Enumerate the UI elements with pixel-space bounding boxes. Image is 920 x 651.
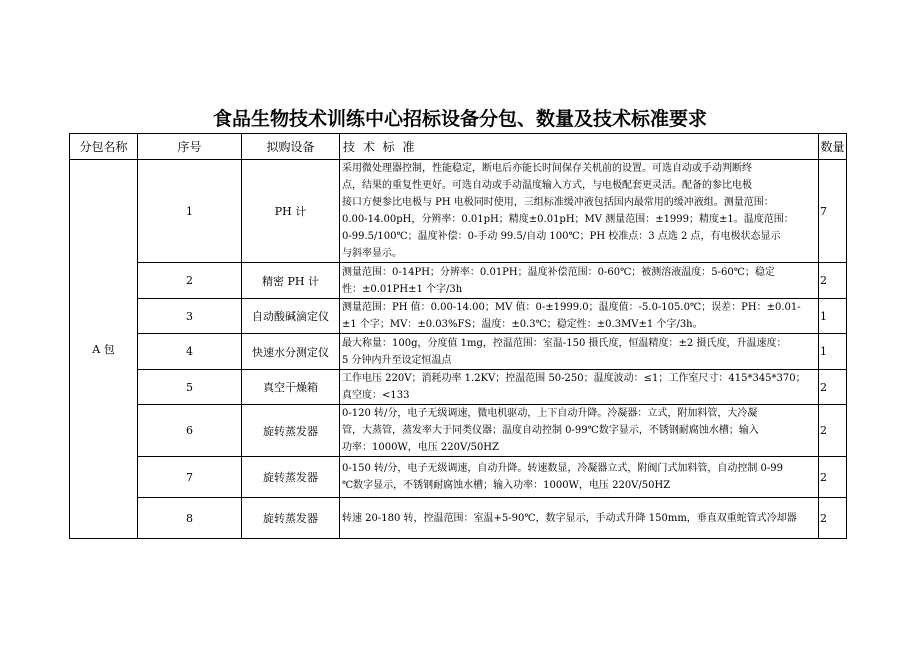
row-equipment: PH 计 [242, 160, 340, 263]
row-standard: 最大称量：100g，分度值 1mg，控温范围：室温-150 摄氏度，恒温精度：±2 摄氏度，升温速度： 5 分钟内升至设定恒温点 [340, 334, 819, 370]
row-standard: 0-120 转/分，电子无级调速，微电机驱动，上下自动升降。冷凝器：立式，附加料管，大冷凝 管，大蒸管，蒸发率大于同类仪器；温度自动控制 0-99℃数字显示，不锈钢耐腐蚀水槽；输入 功率：1000W，电压 220V/50HZ [340, 405, 819, 457]
row-quantity: 2 [819, 498, 847, 539]
row-index: 8 [138, 498, 242, 539]
table-row [70, 334, 847, 370]
document-title: 食品生物技术训练中心招标设备分包、数量及技术标准要求 [212, 108, 707, 130]
row-standard: 工作电压 220V；消耗功率 1.2KV；控温范围 50-250；温度波动：≤1；工作室尺寸：415*345*370； 真空度：<133 [340, 370, 819, 405]
table-row [70, 263, 847, 299]
row-standard: 转速 20-180 转，控温范围：室温+5-90℃，数字显示，手动式升降 150mm，垂直双重蛇管式冷却器 [340, 498, 819, 539]
table-row [70, 498, 847, 539]
table-row [70, 405, 847, 457]
row-index: 6 [138, 405, 242, 457]
row-quantity: 2 [819, 405, 847, 457]
row-index: 3 [138, 299, 242, 334]
row-equipment: 旋转蒸发器 [242, 405, 340, 457]
header-equipment: 拟购设备 [242, 134, 340, 160]
package-name-cell: A 包 [70, 160, 138, 539]
table-row [70, 457, 847, 498]
header-standard: 技 术 标 准 [340, 134, 819, 160]
row-quantity: 2 [819, 457, 847, 498]
row-index: 4 [138, 334, 242, 370]
row-quantity: 2 [819, 370, 847, 405]
row-standard: 0-150 转/分，电子无级调速，自动升降。转速数显，冷凝器立式，附阀门式加料管，自动控制 0-99 ℃数字显示，不锈钢耐腐蚀水槽；输入功率：1000W，电压 220V/50HZ [340, 457, 819, 498]
row-quantity: 7 [819, 160, 847, 263]
table-row [70, 370, 847, 405]
row-index: 1 [138, 160, 242, 263]
row-index: 5 [138, 370, 242, 405]
header-index: 序号 [138, 134, 242, 160]
row-quantity: 2 [819, 263, 847, 299]
row-equipment: 旋转蒸发器 [242, 498, 340, 539]
row-equipment: 旋转蒸发器 [242, 457, 340, 498]
row-standard: 采用微处理器控制，性能稳定，断电后亦能长时间保存关机前的设置。可选自动或手动判断终 点，结果的重复性更好。可选自动或手动温度输入方式，与电极配套更灵活。配备的参比电极 接口方便参比电极与 PH 电极同时使用，三组标准缓冲液包括国内最常用的缓冲液组。测量范围： 0.00-14.00pH，分辨率：0.01pH；精度±0.01pH；MV 测量范围：±1999；精度±1。温度范围： 0-99.5/100℃；温度补偿：0-手动 99.5/自动 100℃；PH 校准点：3 点选 2 点，有电极状态显示 与斜率显示。 [340, 160, 819, 263]
header-quantity: 数量 [819, 134, 847, 160]
row-index: 2 [138, 263, 242, 299]
header-package: 分包名称 [70, 134, 138, 160]
table-row [70, 299, 847, 334]
row-standard: 测量范围：0-14PH；分辨率：0.01PH；温度补偿范围：0-60℃；被测溶液温度：5-60℃；稳定 性：±0.01PH±1 个字/3h [340, 263, 819, 299]
row-equipment: 快速水分测定仪 [242, 334, 340, 370]
row-quantity: 1 [819, 334, 847, 370]
equipment-table [69, 133, 847, 539]
table-row [70, 160, 847, 263]
header-row [70, 134, 847, 160]
row-equipment: 精密 PH 计 [242, 263, 340, 299]
row-standard: 测量范围：PH 值：0.00-14.00；MV 值：0-±1999.0；温度值：-5.0-105.0℃；误差：PH：±0.01- ±1 个字；MV：±0.03%FS；温度：±0.3℃；稳定性：±0.3MV±1 个字/3h。 [340, 299, 819, 334]
row-index: 7 [138, 457, 242, 498]
row-equipment: 真空干燥箱 [242, 370, 340, 405]
row-quantity: 1 [819, 299, 847, 334]
row-equipment: 自动酸碱滴定仪 [242, 299, 340, 334]
